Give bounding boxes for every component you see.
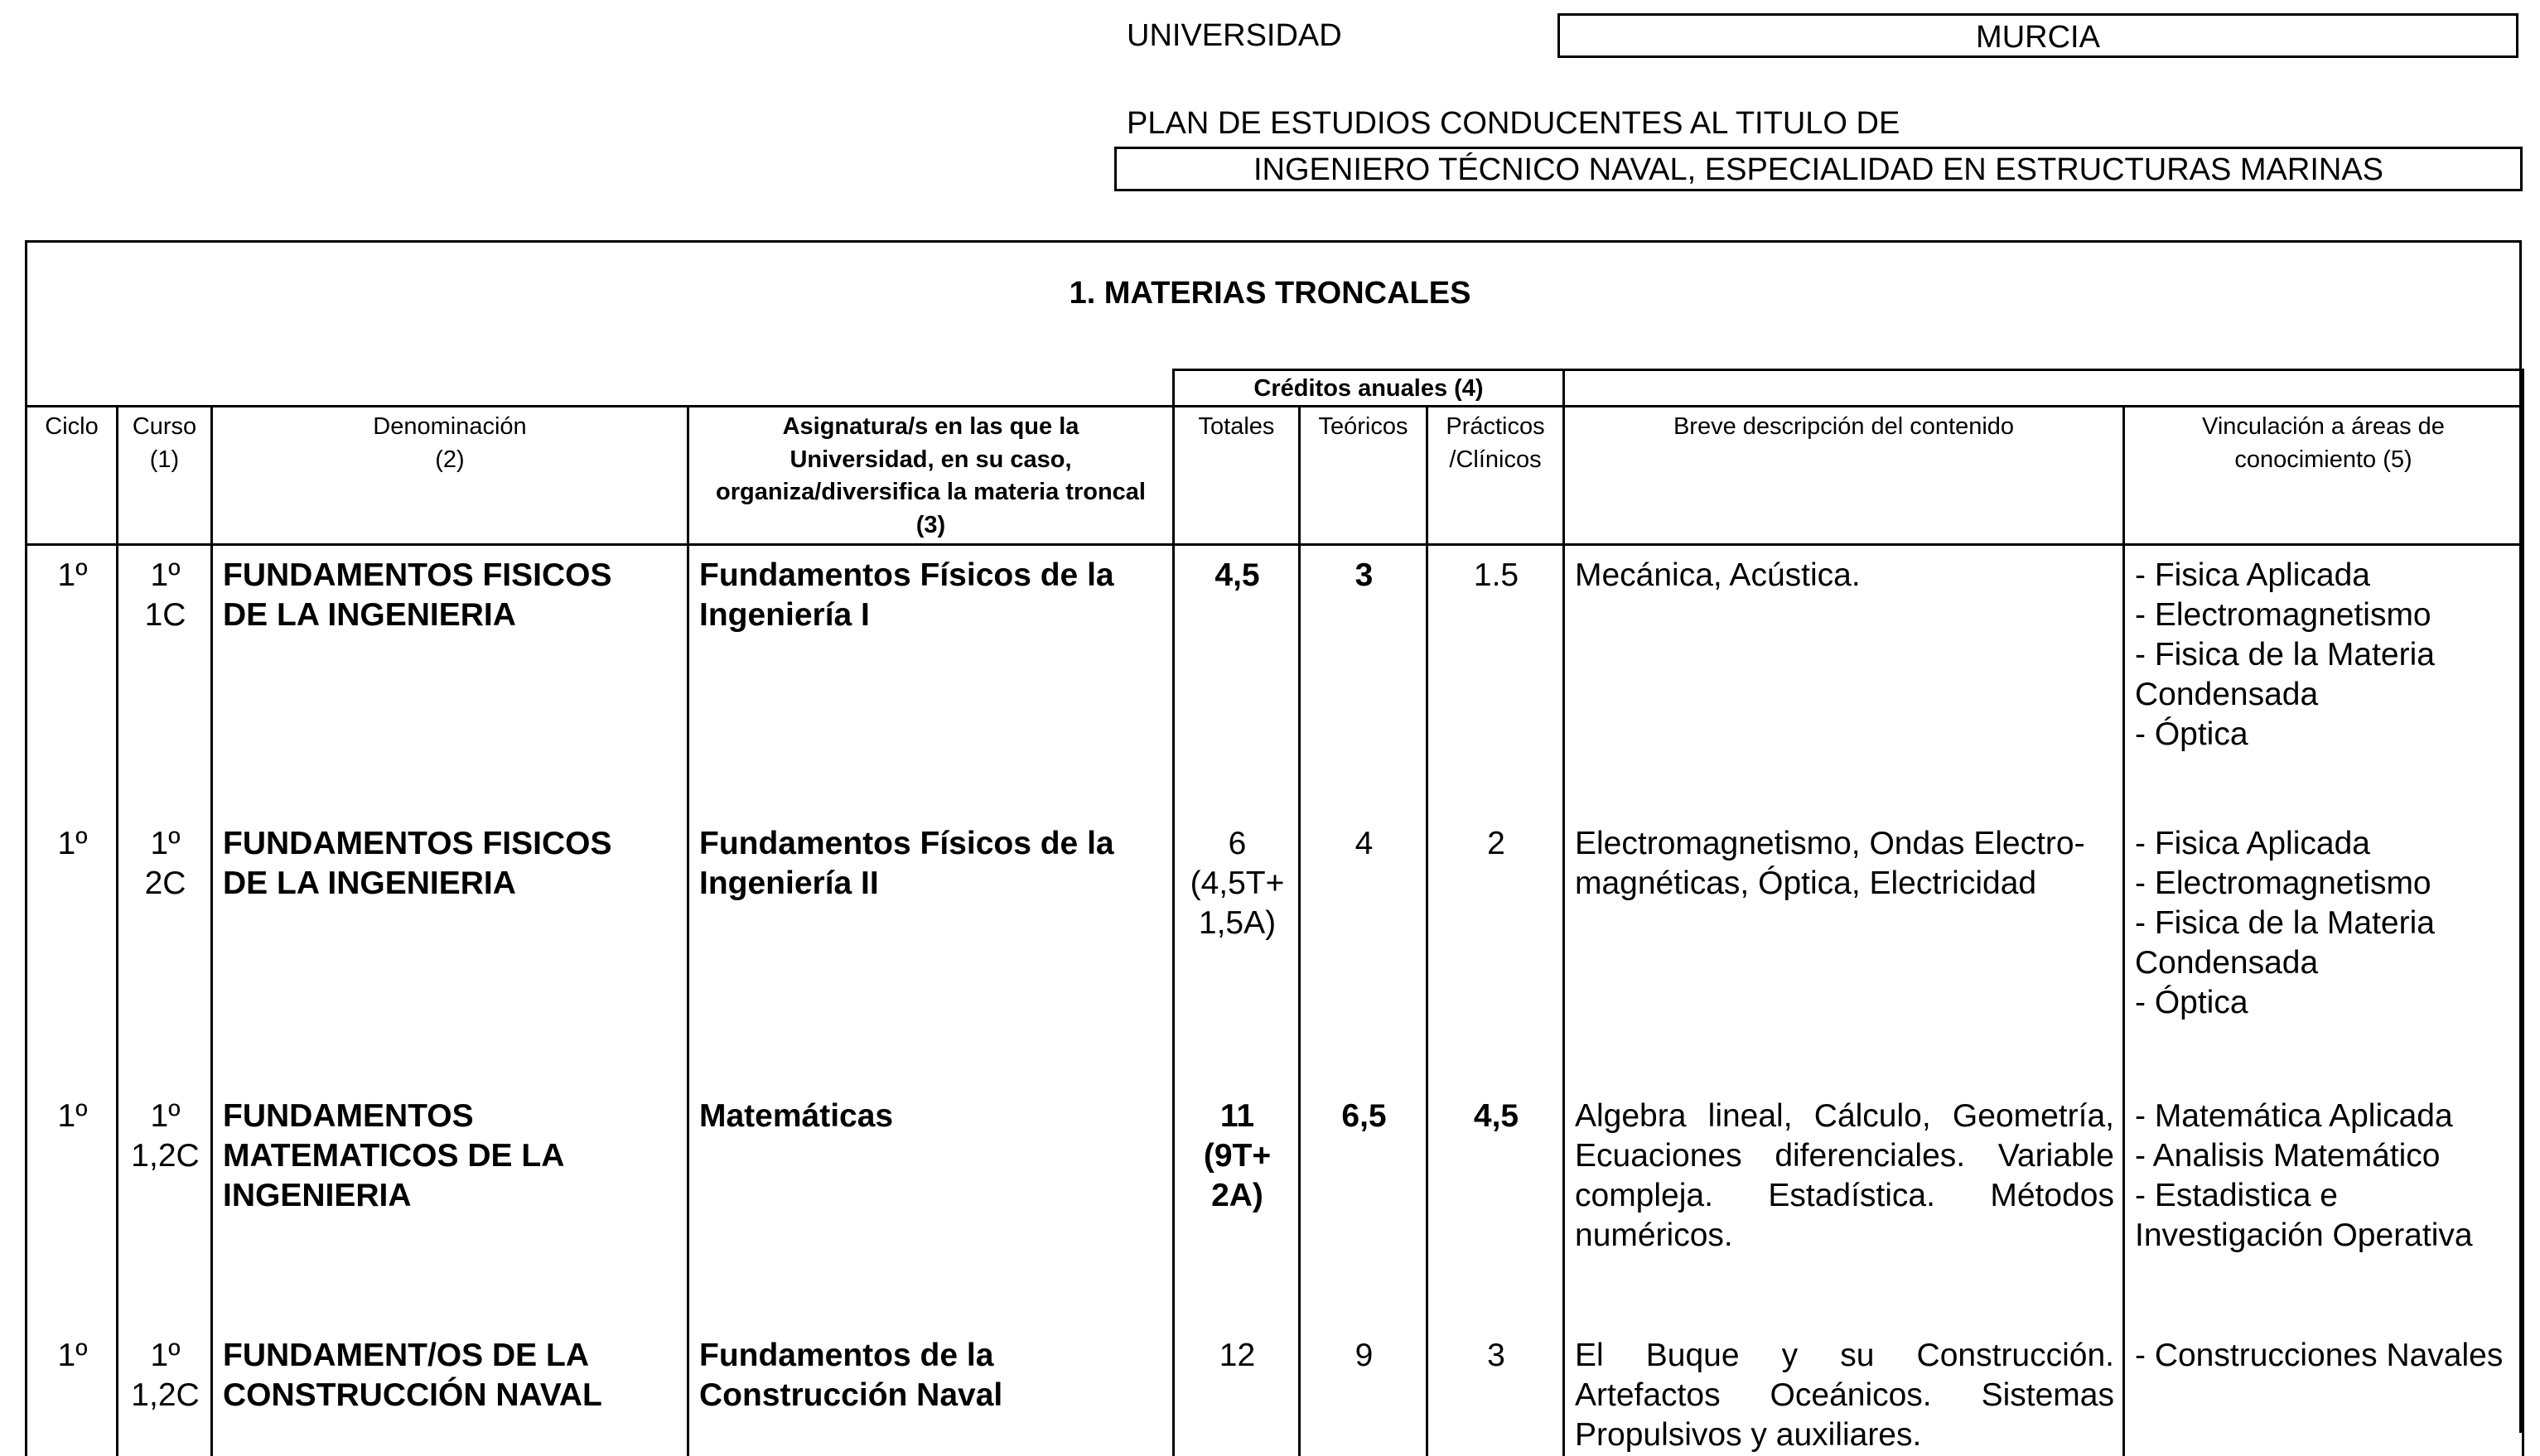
- teoricos-cell: 4: [1300, 814, 1427, 1087]
- denominacion-cell: FUNDAMENTOS FISICOS DE LA INGENIERIA: [212, 814, 688, 1087]
- curso-cell: 1º 1,2C: [118, 1087, 212, 1326]
- asignatura-cell: Fundamentos Físicos de la Ingeniería II: [688, 814, 1174, 1087]
- descripcion-header: Breve descripción del contenido: [1564, 407, 2124, 545]
- practicos-cell: 4,5: [1427, 1087, 1564, 1326]
- areas-cell: - Fisica Aplicada - Electromagnetismo - Fisica de la Materia Condensada - Óptica: [2124, 814, 2523, 1087]
- curso-header: Curso (1): [118, 407, 212, 545]
- teoricos-cell: 6,5: [1300, 1087, 1427, 1326]
- descripcion-cell: Mecánica, Acústica.: [1564, 545, 2124, 815]
- curso-cell: 1º 1C: [118, 545, 212, 815]
- materias-table: [25, 369, 2524, 1456]
- totales-header: Totales: [1174, 407, 1300, 545]
- areas-cell: - Fisica Aplicada - Electromagnetismo - Fisica de la Materia Condensada - Óptica: [2124, 545, 2523, 815]
- teoricos-header: Teóricos: [1300, 407, 1427, 545]
- practicos-cell: 1.5: [1427, 545, 1564, 815]
- descripcion-cell: El Buque y su Construcción. Artefactos Oceánicos. Sistemas Propulsivos y auxiliares.: [1564, 1326, 2124, 1456]
- practicos-header: Prácticos /Clínicos: [1427, 407, 1564, 545]
- practicos-cell: 2: [1427, 814, 1564, 1087]
- asignatura-cell: Fundamentos de la Construcción Naval: [688, 1326, 1174, 1456]
- totales-cell: 11 (9T+ 2A): [1174, 1087, 1300, 1326]
- descripcion-cell: Electromagnetismo, Ondas Electro- magnéticas, Óptica, Electricidad: [1564, 814, 2124, 1087]
- university-value-box: MURCIA: [1557, 13, 2518, 58]
- denominacion-header: Denominación (2): [212, 407, 688, 545]
- areas-cell: - Matemática Aplicada - Analisis Matemático - Estadistica e Investigación Operativa: [2124, 1087, 2523, 1326]
- curso-cell: 1º 2C: [118, 814, 212, 1087]
- table-row: [27, 814, 2523, 1087]
- totales-cell: 6 (4,5T+ 1,5A): [1174, 814, 1300, 1087]
- table-row: [27, 1326, 2523, 1456]
- header-spacer: [27, 370, 1174, 407]
- university-label: UNIVERSIDAD: [1127, 18, 1342, 53]
- descripcion-cell: Algebra lineal, Cálculo, Geometría, Ecuaciones diferenciales. Variable compleja. Estadística. Métodos numéricos.: [1564, 1087, 2124, 1326]
- denominacion-cell: FUNDAMENTOS MATEMATICOS DE LA INGENIERIA: [212, 1087, 688, 1326]
- credits-group-header: Créditos anuales (4): [1174, 370, 1564, 407]
- ciclo-header: Ciclo: [27, 407, 118, 545]
- denominacion-cell: FUNDAMENT/OS DE LA CONSTRUCCIÓN NAVAL: [212, 1326, 688, 1456]
- teoricos-cell: 9: [1300, 1326, 1427, 1456]
- header-spacer-right: [1564, 370, 2523, 407]
- ciclo-cell: 1º: [27, 1087, 118, 1326]
- practicos-cell: 3: [1427, 1326, 1564, 1456]
- areas-cell: - Construcciones Navales: [2124, 1326, 2523, 1456]
- denominacion-cell: FUNDAMENTOS FISICOS DE LA INGENIERIA: [212, 545, 688, 815]
- asignatura-cell: Matemáticas: [688, 1087, 1174, 1326]
- teoricos-cell: 3: [1300, 545, 1427, 815]
- ciclo-cell: 1º: [27, 545, 118, 815]
- ciclo-cell: 1º: [27, 814, 118, 1087]
- totales-cell: 12: [1174, 1326, 1300, 1456]
- plan-label: PLAN DE ESTUDIOS CONDUCENTES AL TITULO DE: [1127, 106, 1900, 141]
- totales-cell: 4,5: [1174, 545, 1300, 815]
- ciclo-cell: 1º: [27, 1326, 118, 1456]
- vinculacion-header: Vinculación a áreas de conocimiento (5): [2124, 407, 2523, 545]
- curso-cell: 1º 1,2C: [118, 1326, 212, 1456]
- asignatura-header: Asignatura/s en las que la Universidad, en su caso, organiza/diversifica la materia troncal (3): [688, 407, 1174, 545]
- table-row: [27, 545, 2523, 815]
- table-row: [27, 1087, 2523, 1326]
- degree-value-box: INGENIERO TÉCNICO NAVAL, ESPECIALIDAD EN ESTRUCTURAS MARINAS: [1114, 147, 2523, 191]
- section-title: 1. MATERIAS TRONCALES: [1069, 276, 1471, 311]
- asignatura-cell: Fundamentos Físicos de la Ingeniería I: [688, 545, 1174, 815]
